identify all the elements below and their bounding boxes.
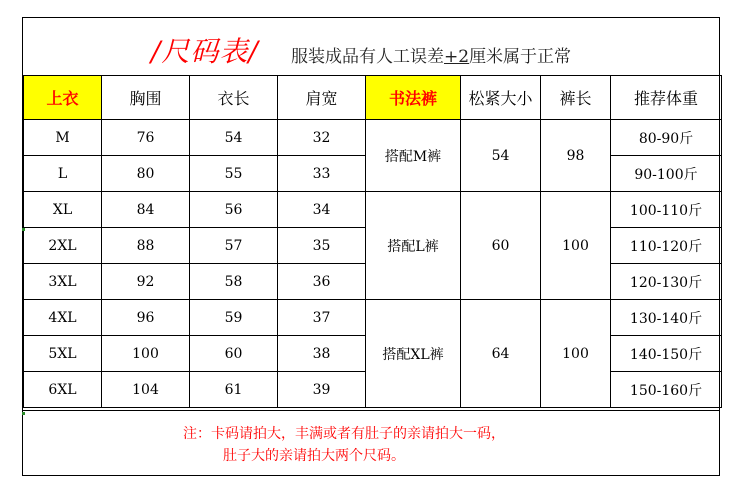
pants-length-cell: 98 (541, 120, 611, 192)
weight-cell: 140-150斤 (611, 336, 722, 372)
length-cell: 57 (190, 228, 278, 264)
length-cell: 60 (190, 336, 278, 372)
pants-group-cell: 搭配XL裤 (366, 300, 461, 408)
length-cell: 58 (190, 264, 278, 300)
header-pants: 书法裤 (366, 76, 461, 120)
shoulder-cell: 33 (278, 156, 366, 192)
length-cell: 56 (190, 192, 278, 228)
table-header-row (24, 76, 722, 120)
size-cell: 5XL (24, 336, 102, 372)
pants-group-cell: 搭配L裤 (366, 192, 461, 300)
weight-cell: 150-160斤 (611, 372, 722, 408)
pants-length-cell: 100 (541, 300, 611, 408)
title-note-suffix: 厘米属于正常 (469, 47, 572, 67)
page-title: /尺码表/ (151, 35, 259, 68)
waist-cell: 64 (461, 300, 541, 408)
shoulder-cell: 39 (278, 372, 366, 408)
weight-cell: 100-110斤 (611, 192, 722, 228)
chest-cell: 92 (102, 264, 190, 300)
length-cell: 61 (190, 372, 278, 408)
weight-cell: 90-100斤 (611, 156, 722, 192)
size-table (23, 75, 722, 408)
header-chest: 胸围 (102, 76, 190, 120)
size-cell: 3XL (24, 264, 102, 300)
header-length: 衣长 (190, 76, 278, 120)
cell-comment-marker (22, 228, 25, 231)
chest-cell: 104 (102, 372, 190, 408)
shoulder-cell: 35 (278, 228, 366, 264)
header-weight: 推荐体重 (611, 76, 722, 120)
title-note-tolerance: +2 (444, 47, 470, 67)
chest-cell: 88 (102, 228, 190, 264)
size-cell: XL (24, 192, 102, 228)
table-row (24, 300, 722, 336)
title-note-prefix: 服装成品有人工误差 (291, 47, 444, 67)
weight-cell: 110-120斤 (611, 228, 722, 264)
note-line-2: 肚子大的亲请拍大两个尺码。 (223, 448, 405, 464)
shoulder-cell: 38 (278, 336, 366, 372)
shoulder-cell: 37 (278, 300, 366, 336)
table-row (24, 192, 722, 228)
header-top: 上衣 (24, 76, 102, 120)
size-cell: 6XL (24, 372, 102, 408)
size-chart-frame (22, 17, 720, 476)
waist-cell: 60 (461, 192, 541, 300)
chest-cell: 80 (102, 156, 190, 192)
table-row (24, 120, 722, 156)
header-waist: 松紧大小 (461, 76, 541, 120)
weight-cell: 80-90斤 (611, 120, 722, 156)
pants-group-cell: 搭配M裤 (366, 120, 461, 192)
size-cell: L (24, 156, 102, 192)
chest-cell: 84 (102, 192, 190, 228)
size-note (23, 410, 719, 477)
pants-length-cell: 100 (541, 192, 611, 300)
shoulder-cell: 32 (278, 120, 366, 156)
length-cell: 54 (190, 120, 278, 156)
chest-cell: 100 (102, 336, 190, 372)
title-row (23, 18, 719, 75)
size-cell: M (24, 120, 102, 156)
header-shoulder: 肩宽 (278, 76, 366, 120)
shoulder-cell: 34 (278, 192, 366, 228)
size-cell: 4XL (24, 300, 102, 336)
length-cell: 55 (190, 156, 278, 192)
waist-cell: 54 (461, 120, 541, 192)
weight-cell: 130-140斤 (611, 300, 722, 336)
chest-cell: 96 (102, 300, 190, 336)
weight-cell: 120-130斤 (611, 264, 722, 300)
title-note (291, 42, 571, 67)
chest-cell: 76 (102, 120, 190, 156)
shoulder-cell: 36 (278, 264, 366, 300)
note-line-1: 注：卡码请拍大，丰满或者有肚子的亲请拍大一码， (183, 426, 505, 442)
size-cell: 2XL (24, 228, 102, 264)
header-pants-length: 裤长 (541, 76, 611, 120)
length-cell: 59 (190, 300, 278, 336)
